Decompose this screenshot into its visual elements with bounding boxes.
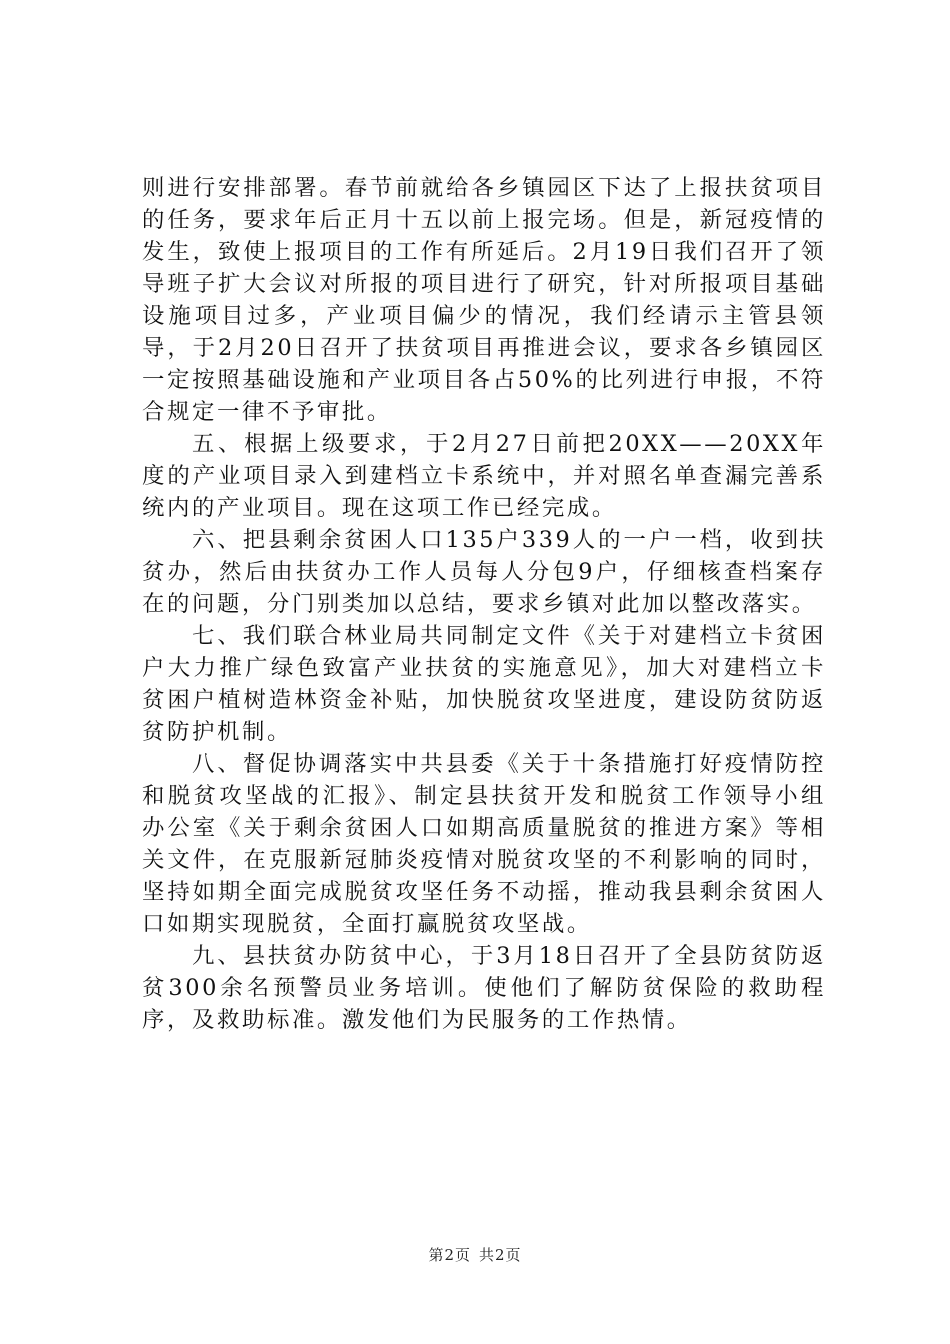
paragraph-item-5: 五、根据上级要求，于2月27日前把20XX——20XX年度的产业项目录入到建档立卡系统中，并对照名单查漏完善系统内的产业项目。现在这项工作已经完成。 bbox=[142, 431, 826, 521]
paragraph-item-7: 七、我们联合林业局共同制定文件《关于对建档立卡贫困户大力推广绿色致富产业扶贫的实施意见》，加大对建档立卡贫困户植树造林资金补贴，加快脱贫攻坚进度，建设防贫防返贫防护机制。 bbox=[142, 623, 826, 745]
page-footer bbox=[0, 1244, 950, 1265]
paragraph-item-6: 六、把县剩余贫困人口135户339人的一户一档，收到扶贫办，然后由扶贫办工作人员每人分包9户，仔细核查档案存在的问题，分门别类加以总结，要求乡镇对此加以整改落实。 bbox=[142, 527, 826, 617]
page-number-current: 第2页 bbox=[428, 1246, 471, 1264]
paragraph-continuation: 则进行安排部署。春节前就给各乡镇园区下达了上报扶贫项目的任务，要求年后正月十五以前上报完场。但是，新冠疫情的发生，致使上报项目的工作有所延后。2月19日我们召开了领导班子扩大会议对所报的项目进行了研究，针对所报项目基础设施项目过多，产业项目偏少的情况，我们经请示主管县领导，于2月20日召开了扶贫项目再推进会议，要求各乡镇园区一定按照基础设施和产业项目各占50%的比列进行申报，不符合规定一律不予审批。 bbox=[142, 175, 826, 425]
document-body bbox=[142, 172, 826, 1036]
paragraph-item-8: 八、督促协调落实中共县委《关于十条措施打好疫情防控和脱贫攻坚战的汇报》、制定县扶贫开发和脱贫工作领导小组办公室《关于剩余贫困人口如期高质量脱贫的推进方案》等相关文件，在克服新冠肺炎疫情对脱贫攻坚的不利影响的同时，坚持如期全面完成脱贫攻坚任务不动摇，推动我县剩余贫困人口如期实现脱贫，全面打赢脱贫攻坚战。 bbox=[142, 751, 826, 937]
paragraph-item-9: 九、县扶贫办防贫中心，于3月18日召开了全县防贫防返贫300余名预警员业务培训。使他们了解防贫保险的救助程序，及救助标准。激发他们为民服务的工作热情。 bbox=[142, 943, 826, 1033]
page-number-total: 共2页 bbox=[479, 1246, 522, 1264]
